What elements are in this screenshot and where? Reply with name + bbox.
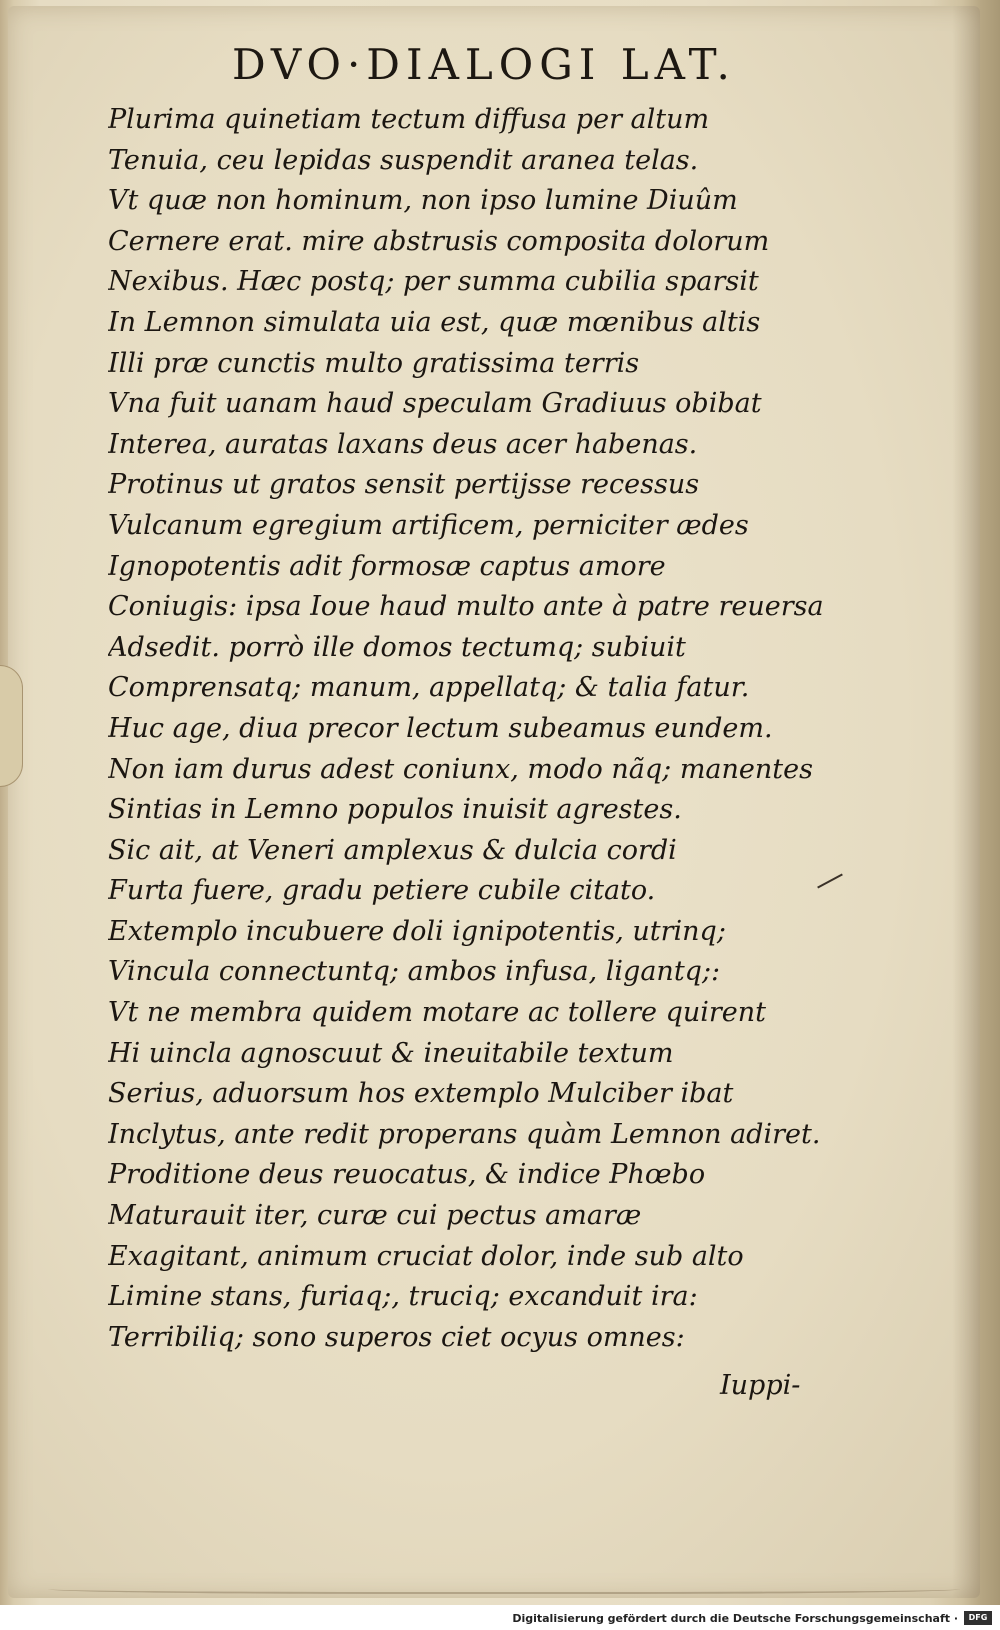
verse-line: Furta fuere, gradu petiere cubile citato. [108, 875, 656, 907]
verse-line: Terribiliq; sono superos ciet ocyus omnes: [108, 1321, 685, 1353]
verse-line: Coniugis: ipsa Ioue haud multo ante à patre reuersa [108, 591, 824, 623]
verse-line: Sic ait, at Veneri amplexus & dulcia cordi [108, 834, 677, 866]
verse-line: Protinus ut gratos sensit pertijsse recessus [108, 469, 700, 501]
verse-line: Tenuia, ceu lepidas suspendit aranea telas. [108, 144, 699, 176]
verse-line: Proditione deus reuocatus, & indice Phœbo [108, 1159, 706, 1191]
verse-line: Nexibus. Hæc postq; per summa cubilia sparsit [108, 266, 759, 298]
verse-line: Maturauit iter, curæ cui pectus amaræ [108, 1200, 642, 1232]
footer-credit: Digitalisierung gefördert durch die Deutsche Forschungsgemeinschaft · [512, 1612, 958, 1625]
verse-line: Vulcanum egregium artificem, perniciter ædes [108, 509, 749, 541]
page-edge-shadow [952, 6, 980, 1598]
verse-line: Exagitant, animum cruciat dolor, inde sub alto [108, 1240, 744, 1272]
verse-line: Non iam durus adest coniunx, modo nãq; manentes [108, 753, 813, 785]
verse-line: Limine stans, furiaq;, truciq; excanduit ira: [108, 1281, 698, 1313]
page-tab-clip [0, 665, 23, 787]
verse-list [108, 100, 848, 1358]
verse-line: Extemplo incubuere doli ignipotentis, utrinq; [108, 915, 726, 947]
page-bottom-edge [48, 1582, 960, 1594]
running-head: DVO·DIALOGI LAT. [232, 40, 736, 89]
verse-line: Illi præ cunctis multo gratissima terris [108, 347, 640, 379]
verse-line: Interea, auratas laxans deus acer habenas. [108, 428, 698, 460]
verse-line: Hi uincla agnoscuut & ineuitabile textum [108, 1037, 674, 1069]
verse-line: Vna fuit uanam haud speculam Gradiuus obibat [108, 388, 762, 420]
verse-line: Vt ne membra quidem motare ac tollere quirent [108, 997, 767, 1029]
verse-line: Ignopotentis adit formosæ captus amore [108, 550, 666, 582]
verse-line: Comprensatq; manum, appellatq; & talia fatur. [108, 672, 750, 704]
verse-line: Vt quæ non hominum, non ipso lumine Diuûm [108, 185, 738, 217]
verse-line: Vincula connectuntq; ambos infusa, ligantq;: [108, 956, 721, 988]
verse-line: Serius, aduorsum hos extemplo Mulciber ibat [108, 1078, 734, 1110]
verse-line: Inclytus, ante redit properans quàm Lemnon adiret. [108, 1118, 821, 1150]
verse-line: In Lemnon simulata uia est, quæ mœnibus altis [108, 306, 761, 338]
verse-line: Plurima quinetiam tectum diffusa per altum [108, 104, 710, 135]
dfg-logo: DFG [964, 1611, 992, 1625]
verse-line: Sintias in Lemno populos inuisit agrestes. [108, 794, 682, 826]
catchword: Iuppi- [720, 1370, 801, 1401]
verse-line: Adsedit. porrò ille domos tectumq; subiuit [108, 631, 686, 663]
verse-line: Huc age, diua precor lectum subeamus eundem. [108, 712, 773, 744]
verse-line: Cernere erat. mire abstrusis composita dolorum [108, 225, 770, 257]
